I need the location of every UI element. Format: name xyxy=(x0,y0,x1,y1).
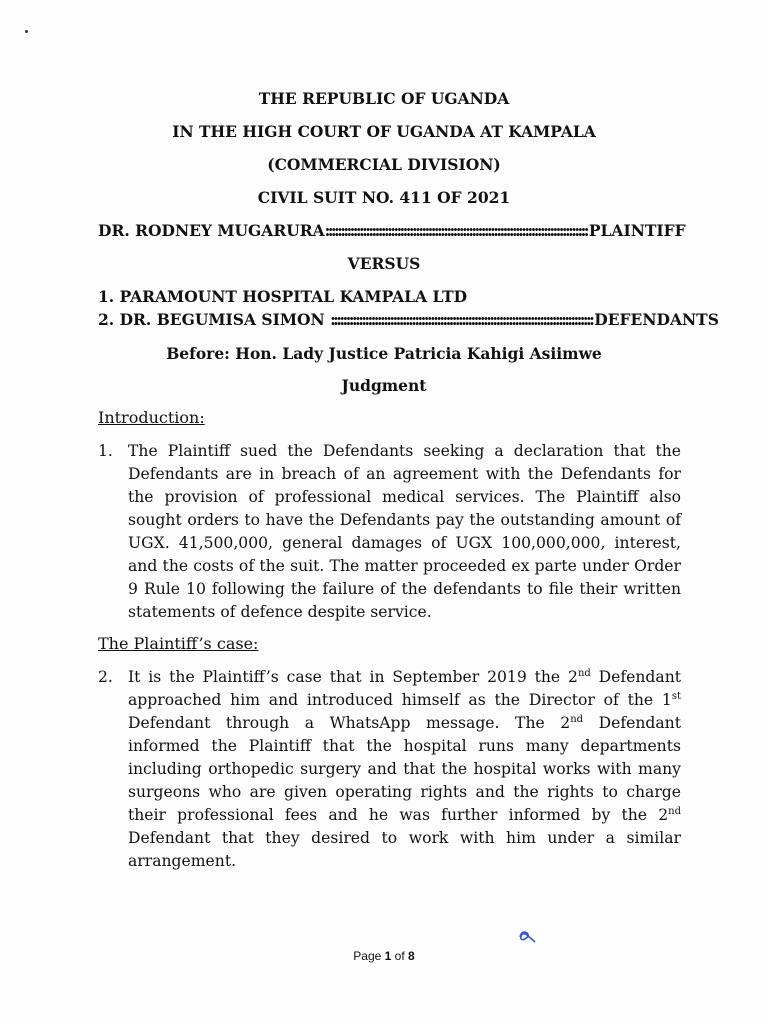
text-run: Defendant approached him and introduced himself as the Director of the 1 xyxy=(128,668,682,709)
paragraph-number: 1. xyxy=(98,442,113,460)
defendant-dots: :::::::::::::::::::::::::::::::::::::::::::::::::::::::::::::::::::::::::::::::::::: xyxy=(330,310,593,329)
header-court: IN THE HIGH COURT OF UGANDA AT KAMPALA xyxy=(172,122,596,141)
page-total: 8 xyxy=(408,949,415,963)
initials-signature-icon xyxy=(516,928,538,946)
defendant-1: 1. PARAMOUNT HOSPITAL KAMPALA LTD xyxy=(98,287,468,306)
text-run: Defendant through a WhatsApp message. The 2 xyxy=(128,714,571,732)
header-suit-number: CIVIL SUIT NO. 411 OF 2021 xyxy=(257,188,511,207)
text-run: Defendant informed the Plaintiff that the hospital runs many departments including orthopedic surgery and that the hospital works with many surgeons who are given operating rights and the rights to charge their professional fees and he was further informed by the 2 xyxy=(128,714,681,824)
versus: VERSUS xyxy=(347,254,421,273)
superscript: nd xyxy=(570,713,584,725)
plaintiff-line xyxy=(98,221,768,254)
section-heading-plaintiffs-case: The Plaintiff’s case: xyxy=(98,634,259,653)
paragraph-number: 2. xyxy=(98,668,113,686)
paragraph-1 xyxy=(98,440,681,624)
header-republic: THE REPUBLIC OF UGANDA xyxy=(258,89,510,108)
defendant-role: DEFENDANTS xyxy=(594,310,719,329)
plaintiff-dots: :::::::::::::::::::::::::::::::::::::::::::::::::::::::::::::::::::::::::::::::::::: xyxy=(324,221,587,240)
scan-speck xyxy=(25,30,28,33)
judgment-title: Judgment xyxy=(341,376,427,395)
paragraph-text: The Plaintiff sued the Defendants seeking a declaration that the Defendants are in breach of an agreement with the Defendants for the provision of professional medical services. The Plaintiff also sought orders to have the Defendants pay the outstanding amount of UGX. 41,500,000, general damages of UGX 100,000,000, interest, and the costs of the suit. The matter proceeded ex parte under Order 9 Rule 10 following the failure of the defendants to file their written statements of defence despite service. xyxy=(128,442,681,621)
page-footer xyxy=(0,934,768,964)
superscript: nd xyxy=(668,805,681,817)
section-heading-introduction: Introduction: xyxy=(98,408,205,427)
page-number: 1 xyxy=(384,949,392,963)
paragraph-text xyxy=(128,666,681,873)
plaintiff-name: DR. RODNEY MUGARURA xyxy=(98,221,325,240)
paragraph-2 xyxy=(98,666,681,873)
text-run: Defendant that they desired to work with him under a similar arrangement. xyxy=(128,829,681,870)
defendant-2-line xyxy=(98,310,768,344)
of-label: of xyxy=(391,949,409,963)
superscript: nd xyxy=(577,667,591,679)
superscript: st xyxy=(671,690,681,702)
header-division: (COMMERCIAL DIVISION) xyxy=(267,155,501,174)
plaintiff-role: PLAINTIFF xyxy=(588,221,686,240)
page-label: Page xyxy=(353,949,385,963)
text-run: It is the Plaintiff’s case that in September 2019 the 2 xyxy=(128,668,578,686)
defendant-2-name: 2. DR. BEGUMISA SIMON xyxy=(98,310,331,329)
before-judge: Before: Hon. Lady Justice Patricia Kahigi Asiimwe xyxy=(166,344,602,363)
